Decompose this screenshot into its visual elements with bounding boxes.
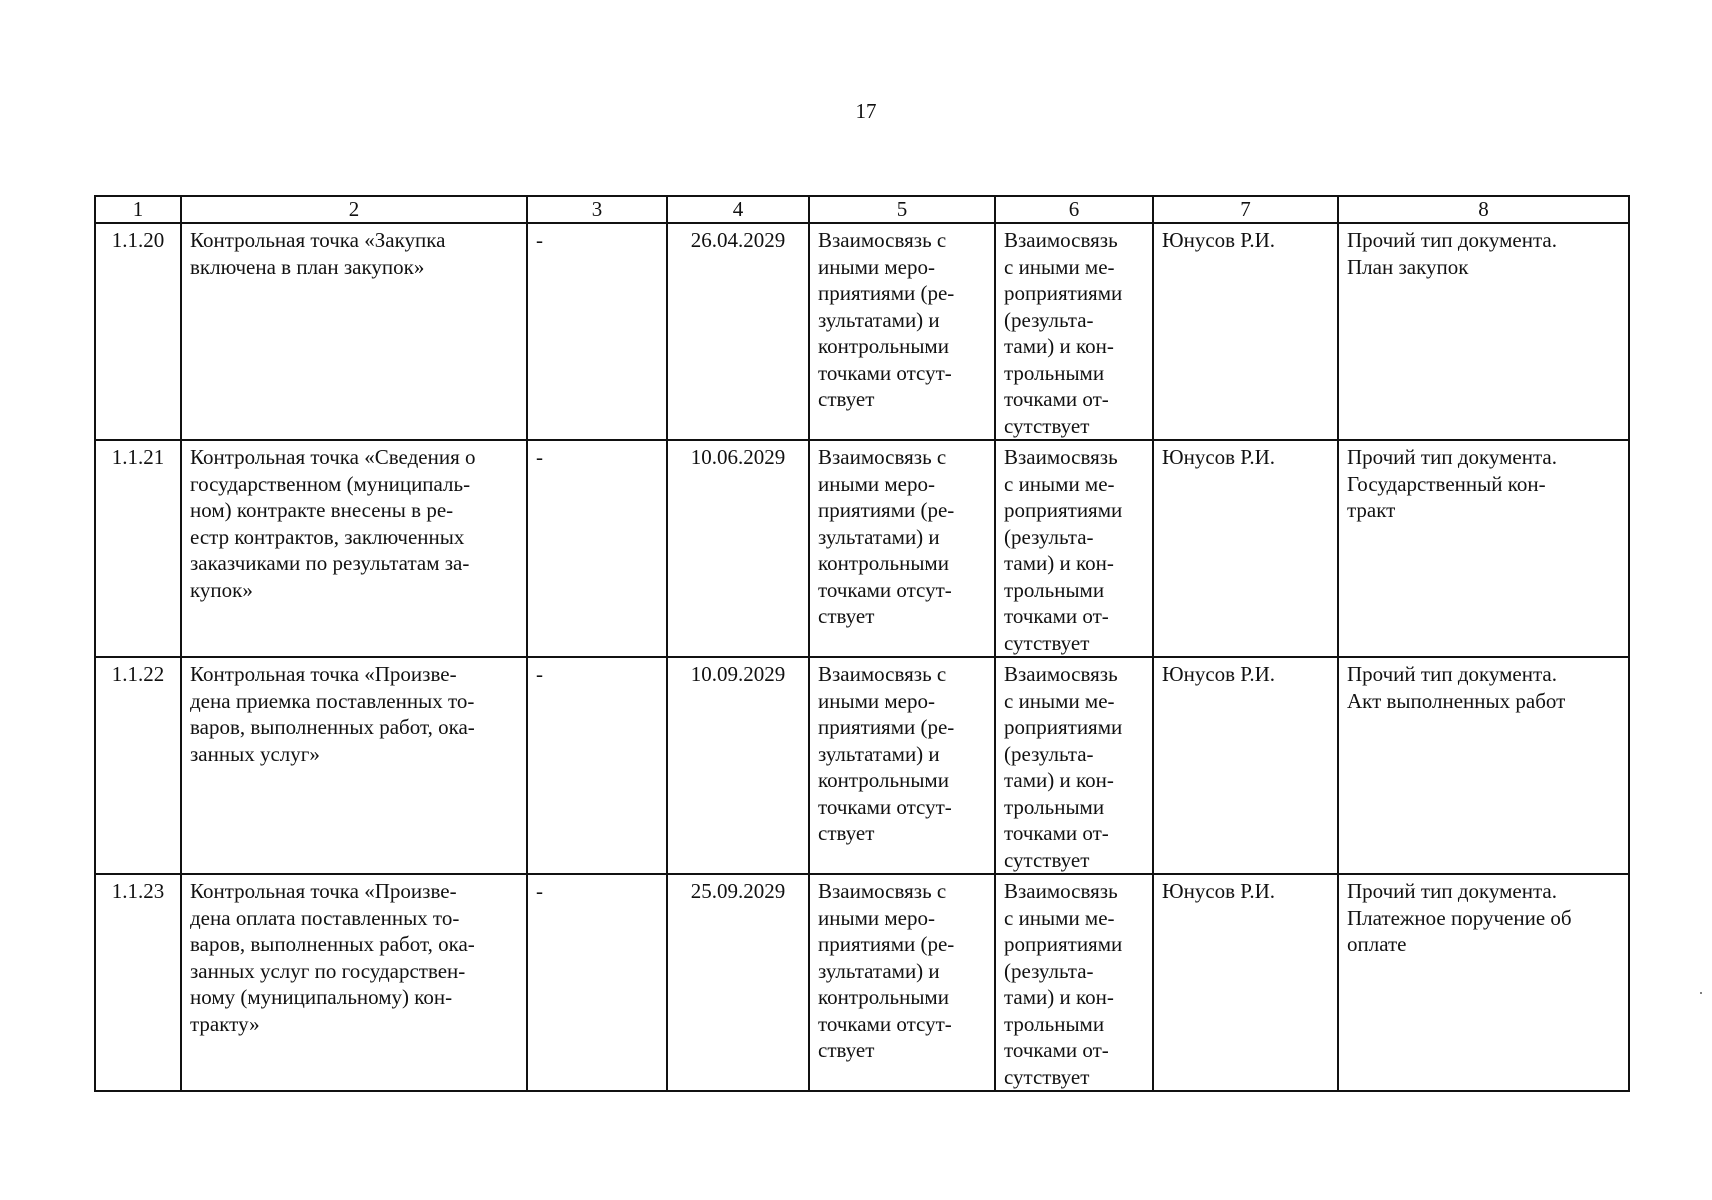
document-type-cell: Прочий тип документа. План закупок [1338,223,1629,440]
scan-speck [1700,992,1702,994]
column-3-cell: - [527,440,667,657]
relation-cell-col6: Взаимосвязь с иными ме- роприятиями (результа- тами) и кон- трольными точками от- сутствует [995,874,1153,1091]
relation-cell-col5: Взаимосвязь с иными меро- приятиями (ре- зультатами) и контрольными точками отсут- ствует [809,874,995,1091]
relation-cell-col5: Взаимосвязь с иными меро- приятиями (ре- зультатами) и контрольными точками отсут- ствует [809,440,995,657]
document-type-cell: Прочий тип документа. Платежное поручение об оплате [1338,874,1629,1091]
table-row [95,223,1629,440]
header-cell: 6 [995,196,1153,223]
document-type-cell: Прочий тип документа. Акт выполненных работ [1338,657,1629,874]
relation-cell-col5: Взаимосвязь с иными меро- приятиями (ре- зультатами) и контрольными точками отсут- ствует [809,223,995,440]
responsible-cell: Юнусов Р.И. [1153,440,1338,657]
table-row [95,657,1629,874]
date-cell: 26.04.2029 [667,223,809,440]
responsible-cell: Юнусов Р.И. [1153,657,1338,874]
document-type-cell: Прочий тип документа. Государственный кон- тракт [1338,440,1629,657]
header-row [95,196,1629,223]
control-point-name-cell: Контрольная точка «Произве- дена оплата поставленных то- варов, выполненных работ, ока- занных услуг по государствен- ному (муниципальному) кон- тракту» [181,874,527,1091]
column-3-cell: - [527,223,667,440]
header-cell: 1 [95,196,181,223]
date-cell: 25.09.2029 [667,874,809,1091]
header-cell: 4 [667,196,809,223]
header-cell: 7 [1153,196,1338,223]
relation-cell-col5: Взаимосвязь с иными меро- приятиями (ре- зультатами) и контрольными точками отсут- ствует [809,657,995,874]
relation-cell-col6: Взаимосвязь с иными ме- роприятиями (результа- тами) и кон- трольными точками от- сутствует [995,440,1153,657]
row-number-cell: 1.1.23 [95,874,181,1091]
row-number-cell: 1.1.22 [95,657,181,874]
row-number-cell: 1.1.20 [95,223,181,440]
control-point-name-cell: Контрольная точка «Сведения о государственном (муниципаль- ном) контракте внесены в ре- естр контрактов, заключенных заказчиками по результатам за- купок» [181,440,527,657]
header-cell: 2 [181,196,527,223]
relation-cell-col6: Взаимосвязь с иными ме- роприятиями (результа- тами) и кон- трольными точками от- сутствует [995,223,1153,440]
control-point-name-cell: Контрольная точка «Закупка включена в план закупок» [181,223,527,440]
column-3-cell: - [527,874,667,1091]
date-cell: 10.09.2029 [667,657,809,874]
column-3-cell: - [527,657,667,874]
row-number-cell: 1.1.21 [95,440,181,657]
header-cell: 8 [1338,196,1629,223]
date-cell: 10.06.2029 [667,440,809,657]
responsible-cell: Юнусов Р.И. [1153,223,1338,440]
responsible-cell: Юнусов Р.И. [1153,874,1338,1091]
table-row [95,874,1629,1091]
control-point-name-cell: Контрольная точка «Произве- дена приемка поставленных то- варов, выполненных работ, ока- занных услуг» [181,657,527,874]
header-cell: 3 [527,196,667,223]
header-cell: 5 [809,196,995,223]
page-number: 17 [855,99,877,123]
relation-cell-col6: Взаимосвязь с иными ме- роприятиями (результа- тами) и кон- трольными точками от- сутствует [995,657,1153,874]
control-points-table [94,195,1630,1092]
table-row [95,440,1629,657]
